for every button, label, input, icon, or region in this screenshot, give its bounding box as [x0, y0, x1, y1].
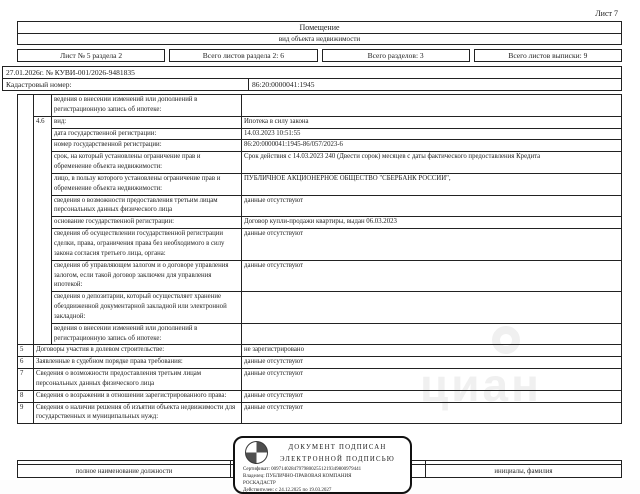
cell-value: данные отсутствуют	[242, 195, 622, 217]
initials-caption: инициалы, фамилия	[426, 465, 622, 478]
row-number-cell	[18, 95, 34, 345]
meta-total-sheets: Всего листов выписки: 9	[474, 49, 622, 62]
cell-value: 14.03.2023 10:51:55	[242, 128, 622, 140]
cell-label: Сведения о возможности предоставления третьим лицам персональных данных физического лица	[34, 369, 242, 391]
stamp-certificate: Сертификат: 009714028479798002551219349800979441	[243, 467, 362, 473]
table-row	[18, 292, 622, 324]
table-row	[18, 116, 622, 128]
cell-label: срок, на который установлены ограничение прав и обременение объекта недвижимости:	[52, 152, 242, 174]
cell-value	[242, 292, 622, 324]
table-row	[18, 95, 622, 117]
cell-value: данные отсутствуют	[242, 390, 622, 402]
position-caption: полное наименование должности	[18, 465, 231, 478]
cell-label: Договоры участия в долевом строительстве:	[34, 345, 242, 357]
stamp-details	[241, 467, 404, 494]
table-row	[18, 390, 622, 402]
cell-label: ведения о внесении изменений или дополнений в регистрационную запись об ипотеке:	[52, 95, 242, 117]
row-number-cell: 8	[18, 390, 34, 402]
meta-section-sheets: Всего листов раздела 2: 6	[169, 49, 317, 62]
row-number-cell: 5	[18, 345, 34, 357]
stamp-header	[241, 441, 404, 465]
table-row	[18, 369, 622, 391]
table-row	[18, 128, 622, 140]
stamp-title-line2: ЭЛЕКТРОННОЙ ПОДПИСЬЮ	[280, 455, 395, 463]
table-row	[18, 229, 622, 261]
cell-label: вид:	[52, 116, 242, 128]
table-row	[18, 402, 622, 424]
digital-signature-stamp	[233, 436, 412, 494]
cell-value: Ипотека в силу закона	[242, 116, 622, 128]
cell-value: Срок действия с 14.03.2023 240 (Двести сорок) месяцев с даты фактического предоставления Кредита	[242, 152, 622, 174]
cadastral-number-label: Кадастровый номер:	[3, 79, 249, 90]
meta-sheet-number: Лист № 5 раздела 2	[17, 49, 165, 62]
row-subnumber-cell	[34, 95, 52, 117]
table-row	[18, 345, 622, 357]
cell-value: данные отсутствуют	[242, 357, 622, 369]
table-row	[18, 195, 622, 217]
roskadastr-logo-icon	[245, 441, 268, 464]
sheet-meta-row	[17, 49, 622, 62]
cell-label: Сведения о возражении в отношении зарегистрированного права:	[34, 390, 242, 402]
sheet-number-label: Лист 7	[595, 9, 618, 18]
table-row	[18, 323, 622, 345]
row-number-cell: 6	[18, 357, 34, 369]
cell-label: лицо, в пользу которого установлены ограничение прав и обременение объекта недвижимости:	[52, 173, 242, 195]
row-number-cell: 9	[18, 402, 34, 424]
object-type-caption: вид объекта недвижимости	[278, 35, 361, 43]
cell-label: сведения об осуществлении государственной регистрации сделки, права, ограничения права без необходимого в силу закона согласия третьего лица, органа:	[52, 229, 242, 261]
cadastral-number-row	[2, 78, 622, 91]
cell-label: Сведения о наличии решения об изъятии объекта недвижимости для государственных и муниципальных нужд:	[34, 402, 242, 424]
cell-value: данные отсутствуют	[242, 260, 622, 292]
cell-value: Договор купли-продажи квартиры, выдан 06.03.2023	[242, 217, 622, 229]
stamp-owner-line1: Владелец: ПУБЛИЧНО-ПРАВОВАЯ КОМПАНИЯ	[243, 474, 352, 480]
stamp-owner-line2: РОСКАДАСТР	[243, 480, 276, 486]
signature-area	[17, 444, 622, 493]
table-row	[18, 357, 622, 369]
cell-label: номер государственной регистрации:	[52, 140, 242, 152]
table-row	[18, 140, 622, 152]
row-subnumber-cell: 4.6	[34, 116, 52, 345]
cell-value: данные отсутствуют	[242, 369, 622, 391]
object-type-box	[17, 21, 622, 45]
object-type-value: Помещение	[18, 22, 621, 34]
cell-value	[242, 323, 622, 345]
cell-label: Заявленные в судебном порядке права требования:	[34, 357, 242, 369]
cian-watermark-text: циан	[420, 359, 542, 411]
cell-value: 86:20:0000041:1945-86/057/2023-6	[242, 140, 622, 152]
cell-value: данные отсутствуют	[242, 229, 622, 261]
cell-value: ПУБЛИЧНОЕ АКЦИОНЕРНОЕ ОБЩЕСТВО "СБЕРБАНК РОССИИ",	[242, 173, 622, 195]
stamp-validity: Действителен: с 24.12.2025 по 19.03.2027	[243, 487, 332, 493]
table-row	[18, 217, 622, 229]
table-row	[18, 173, 622, 195]
cell-label: сведения об управляющем залогом и о договоре управления залогом, если такой договор заключен для управления ипотекой:	[52, 260, 242, 292]
cell-value	[242, 95, 622, 117]
cell-label: сведения о возможности предоставления третьим лицам персональных данных физического лица	[52, 195, 242, 217]
request-number-line: 27.01.2026г. № КУВИ-001/2026-9481835	[2, 66, 622, 79]
cell-label: основание государственной регистрации:	[52, 217, 242, 229]
stamp-title	[271, 441, 404, 464]
cell-value: данные отсутствуют	[242, 402, 622, 424]
table-row	[18, 260, 622, 292]
cell-label: сведения о депозитарии, который осуществляет хранение обездвиженной документарной закладной или электронной закладной:	[52, 292, 242, 324]
cell-value: не зарегистрировано	[242, 345, 622, 357]
cadastral-number-value: 86:20:0000041:1945	[252, 80, 315, 89]
cell-label: ведения о внесении изменений или дополнений в регистрационную запись об ипотеке:	[52, 323, 242, 345]
table-row	[18, 152, 622, 174]
stamp-title-line1: ДОКУМЕНТ ПОДПИСАН	[288, 444, 387, 452]
property-restrictions-table	[17, 94, 622, 424]
row-number-cell: 7	[18, 369, 34, 391]
meta-total-sections: Всего разделов: 3	[322, 49, 470, 62]
cell-label: дата государственной регистрации:	[52, 128, 242, 140]
